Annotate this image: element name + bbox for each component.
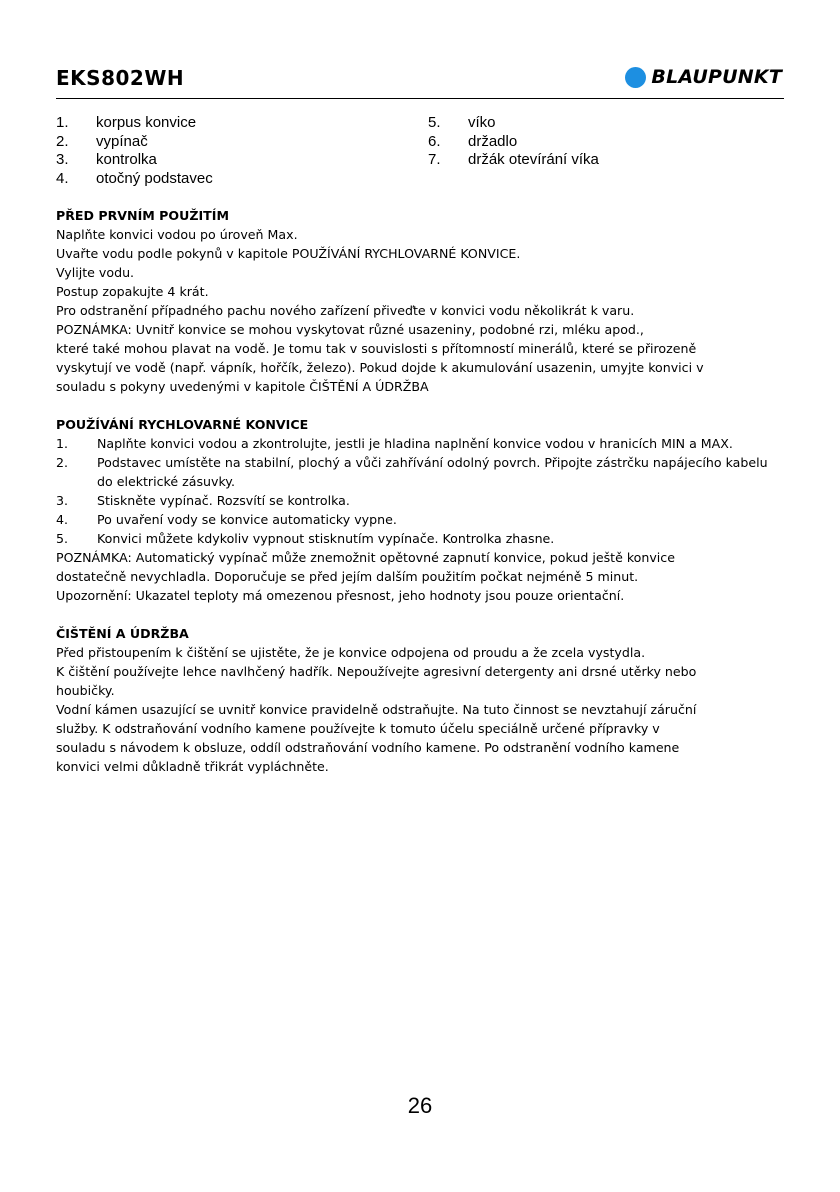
part-label: víko: [468, 114, 496, 131]
part-label: držák otevírání víka: [468, 151, 599, 168]
step-text: Konvici můžete kdykoliv vypnout stisknutím vypínače. Kontrolka zhasne.: [97, 531, 555, 546]
part-label: korpus konvice: [96, 114, 197, 131]
text-line: K čištění používejte lehce navlhčený hadřík. Nepoužívejte agresivní detergenty ani drsné utěrky nebo: [56, 664, 697, 679]
step-number: 3.: [56, 493, 69, 508]
part-item: [56, 170, 213, 189]
brand-name: BLAUPUNKT: [651, 66, 782, 88]
section-title: ČIŠTĚNÍ A ÚDRŽBA: [56, 626, 189, 641]
part-number: 7.: [428, 151, 441, 168]
part-number: 1.: [56, 114, 69, 131]
part-item: [428, 151, 599, 170]
step-item: [56, 453, 786, 491]
page-number: 26: [407, 1093, 433, 1118]
step-text: Naplňte konvici vodou a zkontrolujte, jestli je hladina naplnění konvice vodou v hranicích MIN a MAX.: [97, 436, 733, 451]
text-line: POZNÁMKA: Uvnitř konvice se mohou vyskytovat různé usazeniny, podobné rzi, mléku apod.,: [56, 322, 644, 337]
text-line: Pro odstranění případného pachu nového zařízení přiveďte v konvici vodu několikrát k varu.: [56, 303, 635, 318]
part-label: držadlo: [468, 132, 518, 150]
step-item: [56, 529, 786, 548]
section-title: PŘED PRVNÍM POUŽITÍM: [56, 208, 229, 223]
step-number: 5.: [56, 531, 69, 546]
text-line: souladu s návodem k obsluze, oddíl odstraňování vodního kamene. Po odstranění vodního kamene: [56, 740, 680, 755]
text-line: Naplňte konvici vodou po úroveň Max.: [56, 227, 298, 242]
brand-logo: [625, 66, 782, 88]
text-line: POZNÁMKA: Automatický vypínač může znemožnit opětovné zapnutí konvice, pokud ještě konvice: [56, 550, 675, 565]
text-line: dostatečně nevychladla. Doporučuje se před jejím dalším použitím počkat nejméně 5 minut.: [56, 569, 639, 584]
step-item: [56, 510, 786, 529]
manual-content: [56, 206, 786, 776]
section-title: POUŽÍVÁNÍ RYCHLOVARNÉ KONVICE: [56, 417, 309, 432]
part-number: 4.: [56, 169, 69, 187]
step-number: 2.: [56, 455, 69, 470]
part-label: otočný podstavec: [96, 169, 213, 187]
step-number: 4.: [56, 512, 69, 527]
step-item: [56, 434, 786, 453]
part-item: [428, 114, 599, 133]
text-line: Vylijte vodu.: [56, 265, 135, 280]
step-text: Po uvaření vody se konvice automaticky vypne.: [97, 512, 397, 527]
part-number: 3.: [56, 151, 69, 168]
parts-list-left: [56, 114, 213, 188]
text-line: konvici velmi důkladně třikrát vypláchněte.: [56, 759, 329, 774]
part-number: 5.: [428, 114, 441, 131]
text-line: Postup zopakujte 4 krát.: [56, 284, 209, 299]
part-label: vypínač: [96, 132, 148, 150]
page-header: [56, 66, 784, 99]
part-label: kontrolka: [96, 151, 157, 168]
section-before-first-use: [56, 206, 786, 396]
step-item: [56, 491, 786, 510]
model-number: EKS802WH: [56, 66, 185, 90]
text-line: Před přistoupením k čištění se ujistěte, že je konvice odpojena od proudu a že zcela vystydla.: [56, 645, 646, 660]
step-text: Podstavec umístěte na stabilní, plochý a vůči zahřívání odolný povrch. Připojte zástrčku napájecího kabelu do elektrické zásuvky.: [97, 455, 768, 489]
part-item: [428, 133, 599, 152]
part-item: [56, 151, 213, 170]
section-using-kettle: [56, 415, 786, 605]
brand-dot-icon: [625, 67, 646, 88]
text-line: služby. K odstraňování vodního kamene používejte k tomuto účelu speciálně určené přípravky v: [56, 721, 660, 736]
parts-list-right: [428, 114, 599, 170]
spacer: [56, 605, 786, 624]
text-line: houbičky.: [56, 683, 115, 698]
spacer: [56, 396, 786, 415]
step-text: Stiskněte vypínač. Rozsvítí se kontrolka.: [97, 493, 350, 508]
part-number: 2.: [56, 132, 69, 150]
text-line: Upozornění: Ukazatel teploty má omezenou přesnost, jeho hodnoty jsou pouze orientační.: [56, 588, 625, 603]
part-number: 6.: [428, 132, 441, 150]
section-cleaning: [56, 624, 786, 776]
step-number: 1.: [56, 436, 69, 451]
text-line: vyskytují ve vodě (např. vápník, hořčík, železo). Pokud dojde k akumulování usazenin, umyjte konvici v: [56, 360, 704, 375]
part-item: [56, 114, 213, 133]
text-line: Vodní kámen usazující se uvnitř konvice pravidelně odstraňujte. Na tuto činnost se nevztahují záruční: [56, 702, 697, 717]
part-item: [56, 133, 213, 152]
text-line: které také mohou plavat na vodě. Je tomu tak v souvislosti s přítomností minerálů, které se přirozeně: [56, 341, 697, 356]
steps-list: [56, 434, 786, 548]
text-line: souladu s pokyny uvedenými v kapitole ČIŠTĚNÍ A ÚDRŽBA: [56, 379, 429, 394]
text-line: Uvařte vodu podle pokynů v kapitole POUŽÍVÁNÍ RYCHLOVARNÉ KONVICE.: [56, 246, 521, 261]
